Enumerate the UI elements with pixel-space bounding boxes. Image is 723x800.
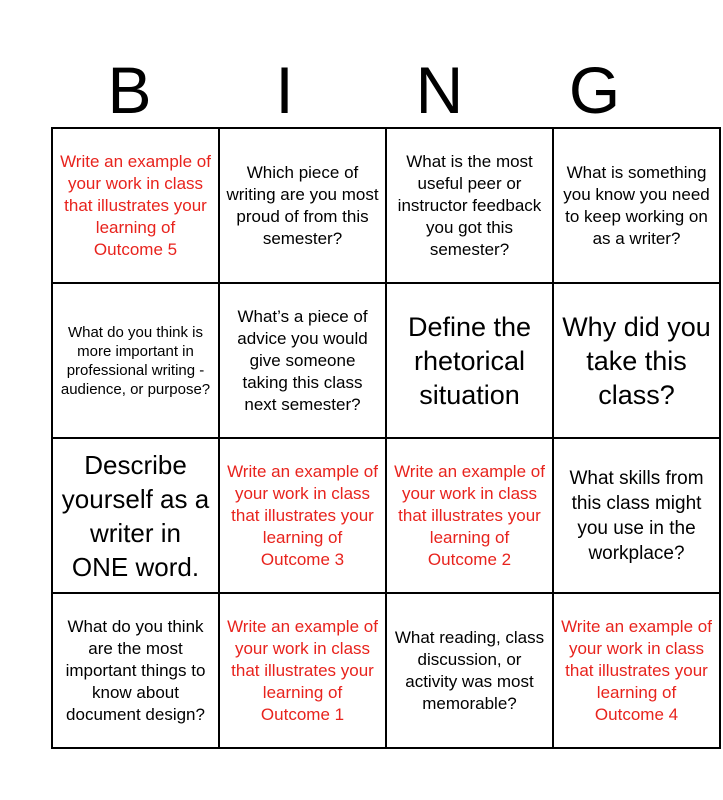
bingo-card-grid [51,127,721,749]
bingo-cell-r3-c3[interactable] [386,438,553,593]
header-letter-n: N [415,53,464,127]
cell-text: Describe yourself as a writer in ONE word. [61,449,210,582]
bingo-cell-r1-c4[interactable] [553,128,720,283]
header-letter-g: G [568,53,621,127]
bingo-cell-r1-c2[interactable] [219,128,386,283]
bingo-row-2 [52,283,720,438]
cell-text: Why did you take this class? [562,311,711,410]
cell-text: What do you think are the most important things to know about document design? [65,616,206,724]
bingo-row-4 [52,593,720,748]
cell-text: What is something you know you need to keep working on as a writer? [563,162,710,248]
bingo-cell-r4-c2[interactable] [219,593,386,748]
bingo-cell-r2-c4[interactable] [553,283,720,438]
bingo-cell-r2-c3[interactable] [386,283,553,438]
bingo-cell-r3-c2[interactable] [219,438,386,593]
cell-text: What is the most useful peer or instructor feedback you got this semester? [397,151,542,259]
cell-text: Which piece of writing are you most proud of from this semester? [226,162,379,248]
bingo-cell-r4-c1[interactable] [52,593,219,748]
cell-text: What skills from this class might you use in the workplace? [569,467,704,564]
bingo-row-1 [52,128,720,283]
bingo-header [52,52,672,128]
header-letter-i: I [275,53,294,127]
bingo-cell-r4-c4[interactable] [553,593,720,748]
cell-text: What do you think is more important in professional writing - audience, or purpose? [60,323,211,398]
bingo-cell-r4-c3[interactable] [386,593,553,748]
cell-text: Write an example of your work in class that illustrates your learning of Outcome 3 [227,461,378,569]
cell-text: What reading, class discussion, or activity was most memorable? [394,627,545,713]
bingo-cell-r3-c4[interactable] [553,438,720,593]
cell-text: Write an example of your work in class that illustrates your learning of Outcome 2 [394,461,545,569]
header-letter-b: B [107,53,152,127]
bingo-cell-r2-c1[interactable] [52,283,219,438]
cell-text: Write an example of your work in class that illustrates your learning of Outcome 4 [561,616,712,724]
cell-text: Define the rhetorical situation [407,311,532,410]
cell-text: What’s a piece of advice you would give someone taking this class next semester? [237,306,368,414]
bingo-row-3 [52,438,720,593]
cell-text: Write an example of your work in class that illustrates your learning of Outcome 1 [227,616,378,724]
bingo-cell-r2-c2[interactable] [219,283,386,438]
cell-text: Write an example of your work in class that illustrates your learning of Outcome 5 [60,151,211,259]
bingo-cell-r1-c3[interactable] [386,128,553,283]
bingo-cell-r1-c1[interactable] [52,128,219,283]
bingo-cell-r3-c1[interactable] [52,438,219,593]
